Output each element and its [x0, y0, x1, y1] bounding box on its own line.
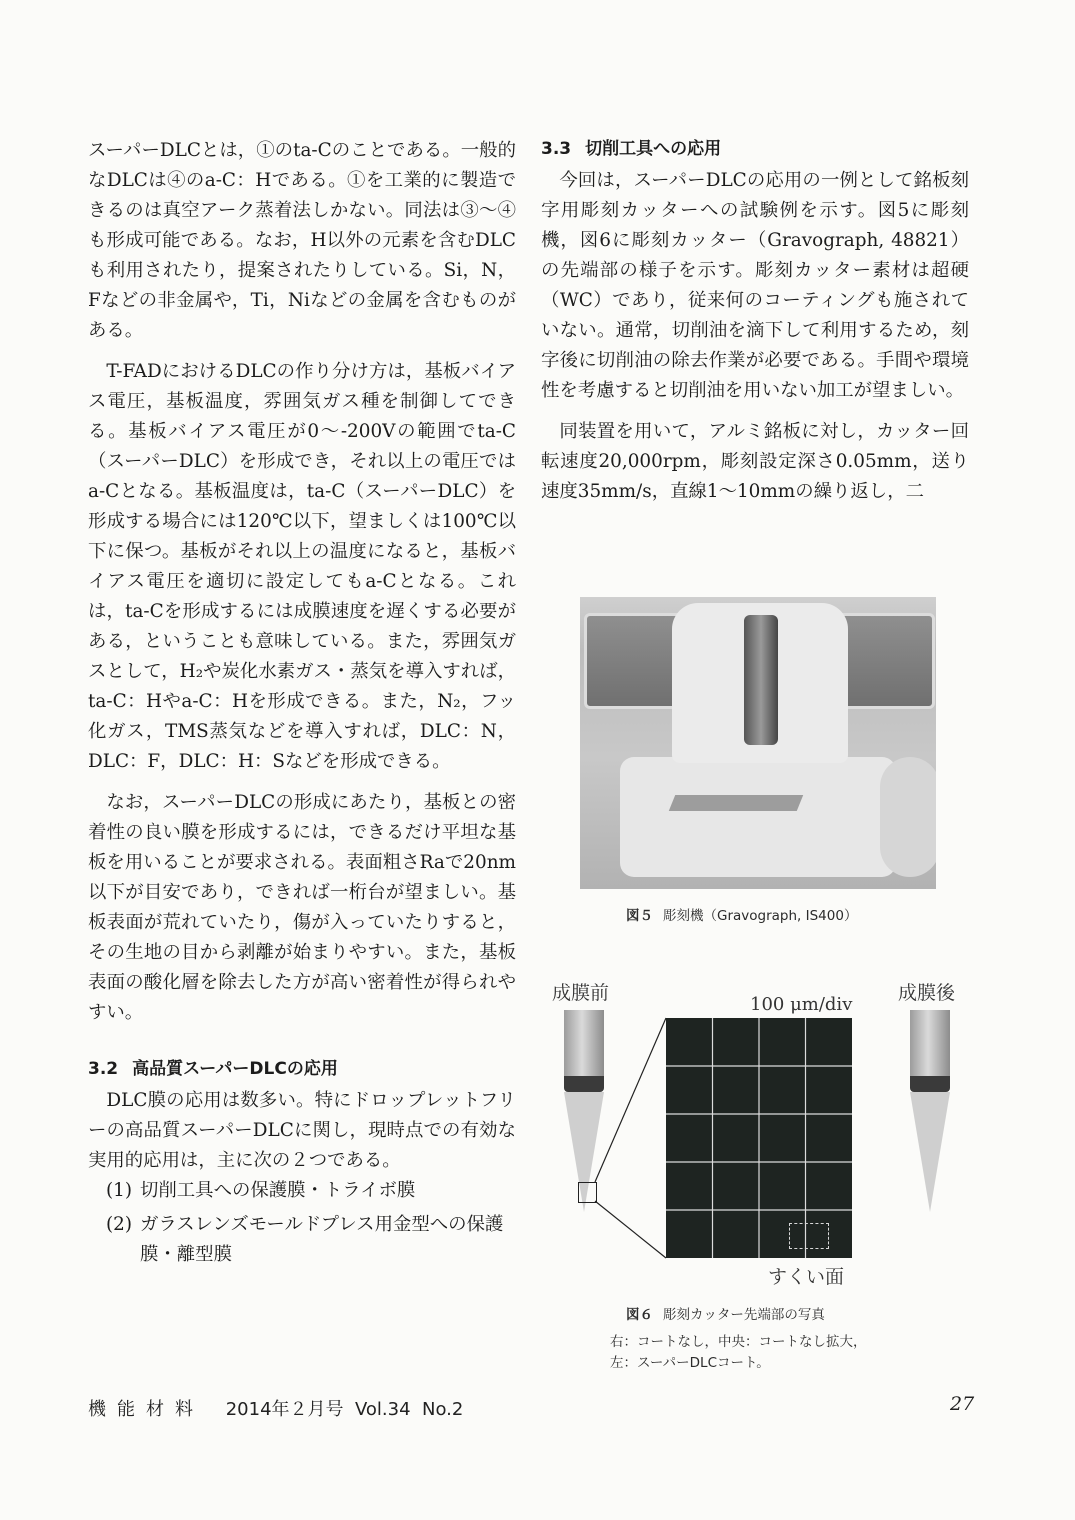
section-number: 3.3	[541, 139, 572, 159]
body-paragraph: 同装置を用いて，アルミ銘板に対し，カッター回転速度20,000rpm，彫刻設定深さ0.05mm，送り速度35mm/s，直線1～10mmの繰り返し，二	[541, 421, 969, 502]
list-marker: (1)	[106, 1180, 133, 1201]
figure-6-note-line-2: 左：スーパーDLCコート。	[610, 1355, 770, 1371]
section-number: 3.2	[88, 1059, 119, 1079]
before-coating-label: 成膜前	[552, 982, 610, 1004]
machine-base	[620, 757, 896, 877]
cutter-tip-figure	[550, 978, 970, 1288]
aluminum-plate	[669, 795, 803, 811]
page-number: 27	[950, 1393, 975, 1415]
list-item	[88, 1210, 516, 1270]
figure-caption-text: 彫刻カッター先端部の写真	[663, 1307, 825, 1323]
section-heading-3-2	[88, 1056, 516, 1082]
volume: Vol.34	[355, 1399, 411, 1420]
page-footer	[88, 1395, 463, 1421]
list-item-text: ガラスレンズモールドプレス用金型への保護膜・離型膜	[140, 1214, 504, 1265]
left-column	[88, 136, 516, 1274]
list-item	[88, 1176, 516, 1206]
machine-handwheel	[880, 757, 936, 877]
rake-face-label: すくい面	[768, 1266, 845, 1288]
magazine-title: 機能材料	[88, 1399, 204, 1420]
body-paragraph: スーパーDLCとは，①のta-Cのことである。一般的なDLCは④のa-C：Hである。①を工業的に製造できるのは真空アーク蒸着法しかない。同法は③～④も形成可能である。なお，H以外の元素を含むDLCも利用されたり，提案されたりしている。Si，N，Fなどの非金属や，Ti，Niなどの金属を含むものがある。	[88, 140, 516, 341]
magnified-cutter-face	[666, 1018, 852, 1258]
figure-number: 図６	[626, 1307, 653, 1323]
section-heading-3-3	[541, 136, 969, 162]
engraving-machine-photo	[580, 597, 936, 889]
after-coating-label: 成膜後	[898, 982, 956, 1004]
list-marker: (2)	[106, 1214, 133, 1235]
machine-spindle	[744, 615, 778, 745]
rake-face-marker	[789, 1223, 829, 1249]
figure-6-caption	[626, 1303, 825, 1323]
issue-number: No.2	[422, 1399, 464, 1420]
micrograph-grid	[666, 1018, 852, 1258]
right-column	[541, 136, 969, 507]
body-paragraph: DLC膜の応用は数多い。特にドロップレットフリーの高品質スーパーDLCに関し，現時点での有効な実用的応用は，主に次の２つである。	[88, 1090, 516, 1171]
figure-6-note-line-1: 右：コートなし，中央：コートなし拡大，	[610, 1334, 867, 1350]
figure-5-caption	[626, 904, 857, 924]
body-paragraph: なお，スーパーDLCの形成にあたり，基板との密着性の良い膜を形成するには，できるだけ平坦な基板を用いることが要求される。表面粗さRaで20nm以下が目安であり，できれば一桁台が望ましい。基板表面が荒れていたり，傷が入っていたりすると，その生地の目から剥離が始まりやすい。また，基板表面の酸化層を除去した方が高い密着性が得られやすい。	[88, 792, 516, 1023]
scale-label: 100 μm/div	[750, 994, 853, 1015]
figure-number: 図５	[626, 908, 653, 924]
body-paragraph: 今回は，スーパーDLCの応用の一例として銘板刻字用彫刻カッターへの試験例を示す。図5に彫刻機，図6に彫刻カッター（Gravograph, 48821）の先端部の様子を示す。彫刻カッター素材は超硬（WC）であり，従来何のコーティングも施されていない。通常，切削油を滴下して利用するため，刻字後に切削油の除去作業が必要である。手間や環境性を考慮すると切削油を用いない加工が望ましい。	[541, 170, 969, 401]
section-title: 切削工具への応用	[585, 139, 722, 159]
issue-date: 2014年２月号	[225, 1399, 344, 1420]
list-item-text: 切削工具への保護膜・トライボ膜	[140, 1180, 416, 1201]
figure-caption-text: 彫刻機（Gravograph, IS400）	[663, 908, 858, 924]
application-list	[88, 1176, 516, 1270]
body-paragraph: T-FADにおけるDLCの作り分け方は，基板バイアス電圧，基板温度，雰囲気ガス種を制御してできる。基板バイアス電圧が0～-200Vの範囲でta-C（スーパーDLC）を形成でき，それ以上の電圧ではa-Cとなる。基板温度は，ta-C（スーパーDLC）を形成する場合には120℃以下，望ましくは100℃以下に保つ。基板がそれ以上の温度になると，基板バイアス電圧を適切に設定してもa-Cとなる。これは，ta-Cを形成するには成膜速度を遅くする必要がある，ということも意味している。また，雰囲気ガスとして，H₂や炭化水素ガス・蒸気を導入すれば，ta-C：Hやa-C：Hを形成できる。また，N₂，フッ化ガス，TMS蒸気などを導入すれば，DLC：N，DLC：F，DLC：H：Sなどを形成できる。	[88, 361, 516, 772]
coated-cutter	[910, 1010, 950, 1212]
section-title: 高品質スーパーDLCの応用	[132, 1059, 338, 1079]
